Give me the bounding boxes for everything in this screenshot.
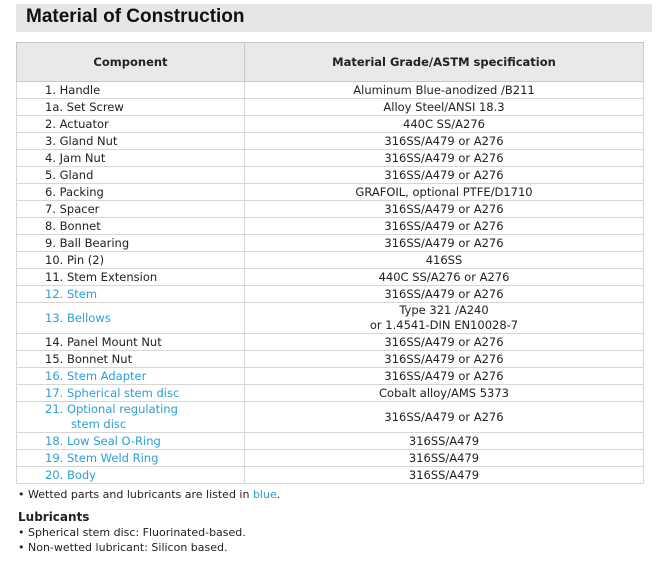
- lubricant-text: Non-wetted lubricant: Silicon based.: [28, 541, 228, 554]
- material-cell: GRAFOIL, optional PTFE/D1710: [245, 184, 644, 201]
- table-row: [17, 82, 644, 99]
- component-cell: 6. Packing: [17, 184, 245, 201]
- wetted-parts-note: [18, 488, 280, 501]
- bullet: •: [18, 488, 28, 501]
- material-cell: 316SS/A479 or A276: [245, 167, 644, 184]
- table-row: [17, 252, 644, 269]
- material-cell: 316SS/A479 or A276: [245, 150, 644, 167]
- material-cell: 416SS: [245, 252, 644, 269]
- material-cell: [245, 303, 644, 334]
- page-title: Material of Construction: [26, 6, 245, 27]
- component-cell: 17. Spherical stem disc: [17, 385, 245, 402]
- component-cell: 2. Actuator: [17, 116, 245, 133]
- bullet: •: [18, 541, 28, 554]
- table-row: [17, 167, 644, 184]
- lubricants-title: Lubricants: [18, 510, 90, 524]
- table-row: [17, 450, 644, 467]
- material-cell: 440C SS/A276: [245, 116, 644, 133]
- component-cell: 11. Stem Extension: [17, 269, 245, 286]
- component-cell: 1. Handle: [17, 82, 245, 99]
- table-row: [17, 184, 644, 201]
- lubricant-text: Spherical stem disc: Fluorinated-based.: [28, 526, 246, 539]
- material-cell: 316SS/A479 or A276: [245, 218, 644, 235]
- material-cell: 440C SS/A276 or A276: [245, 269, 644, 286]
- component-cell: 5. Gland: [17, 167, 245, 184]
- table-row: [17, 334, 644, 351]
- material-line-2: or 1.4541-DIN EN10028-7: [369, 318, 519, 332]
- table-row: [17, 286, 644, 303]
- bullet: •: [18, 526, 28, 539]
- component-cell: 14. Panel Mount Nut: [17, 334, 245, 351]
- material-cell: 316SS/A479 or A276: [245, 351, 644, 368]
- material-cell: 316SS/A479: [245, 450, 644, 467]
- component-cell: 16. Stem Adapter: [17, 368, 245, 385]
- component-cell: 9. Ball Bearing: [17, 235, 245, 252]
- material-cell: 316SS/A479 or A276: [245, 286, 644, 303]
- component-cell: 19. Stem Weld Ring: [17, 450, 245, 467]
- header-material: Material Grade/ASTM specification: [245, 43, 644, 82]
- lubricant-item: [18, 526, 246, 539]
- note-highlight: blue: [252, 488, 277, 501]
- table-row: [17, 303, 644, 334]
- material-cell: 316SS/A479: [245, 467, 644, 484]
- component-cell: 1a. Set Screw: [17, 99, 245, 116]
- lubricant-item: [18, 541, 228, 554]
- table-row: [17, 133, 644, 150]
- table-row: [17, 235, 644, 252]
- component-cell: 10. Pin (2): [17, 252, 245, 269]
- component-cell: 7. Spacer: [17, 201, 245, 218]
- material-cell: Cobalt alloy/AMS 5373: [245, 385, 644, 402]
- component-line-1: 21. Optional regulating: [45, 402, 178, 416]
- note-suffix: .: [276, 488, 281, 501]
- material-cell: Aluminum Blue-anodized /B211: [245, 82, 644, 99]
- table-row: [17, 150, 644, 167]
- header-component: Component: [17, 43, 245, 82]
- table-row: [17, 433, 644, 450]
- component-cell: 13. Bellows: [17, 303, 245, 334]
- material-cell: 316SS/A479 or A276: [245, 133, 644, 150]
- materials-table: [16, 42, 644, 484]
- table-row: [17, 99, 644, 116]
- component-cell: 18. Low Seal O-Ring: [17, 433, 245, 450]
- material-cell: 316SS/A479 or A276: [245, 368, 644, 385]
- component-cell: 12. Stem: [17, 286, 245, 303]
- table-row: [17, 269, 644, 286]
- material-cell: 316SS/A479 or A276: [245, 201, 644, 218]
- component-cell: 8. Bonnet: [17, 218, 245, 235]
- component-cell: 3. Gland Nut: [17, 133, 245, 150]
- table-row: [17, 218, 644, 235]
- table-row: [17, 351, 644, 368]
- material-cell: 316SS/A479 or A276: [245, 235, 644, 252]
- component-cell: 15. Bonnet Nut: [17, 351, 245, 368]
- component-cell: [17, 402, 245, 433]
- table-row: [17, 368, 644, 385]
- table-row: [17, 467, 644, 484]
- material-cell: 316SS/A479 or A276: [245, 334, 644, 351]
- component-cell: 20. Body: [17, 467, 245, 484]
- component-line-2: stem disc: [71, 417, 127, 431]
- table-row: [17, 201, 644, 218]
- table-header-row: [17, 43, 644, 82]
- table-row: [17, 402, 644, 433]
- material-cell: 316SS/A479 or A276: [245, 402, 644, 433]
- table-row: [17, 116, 644, 133]
- table-row: [17, 385, 644, 402]
- material-cell: Alloy Steel/ANSI 18.3: [245, 99, 644, 116]
- component-cell: 4. Jam Nut: [17, 150, 245, 167]
- material-line-1: Type 321 /A240: [399, 303, 489, 317]
- material-cell: 316SS/A479: [245, 433, 644, 450]
- note-text: Wetted parts and lubricants are listed in: [28, 488, 253, 501]
